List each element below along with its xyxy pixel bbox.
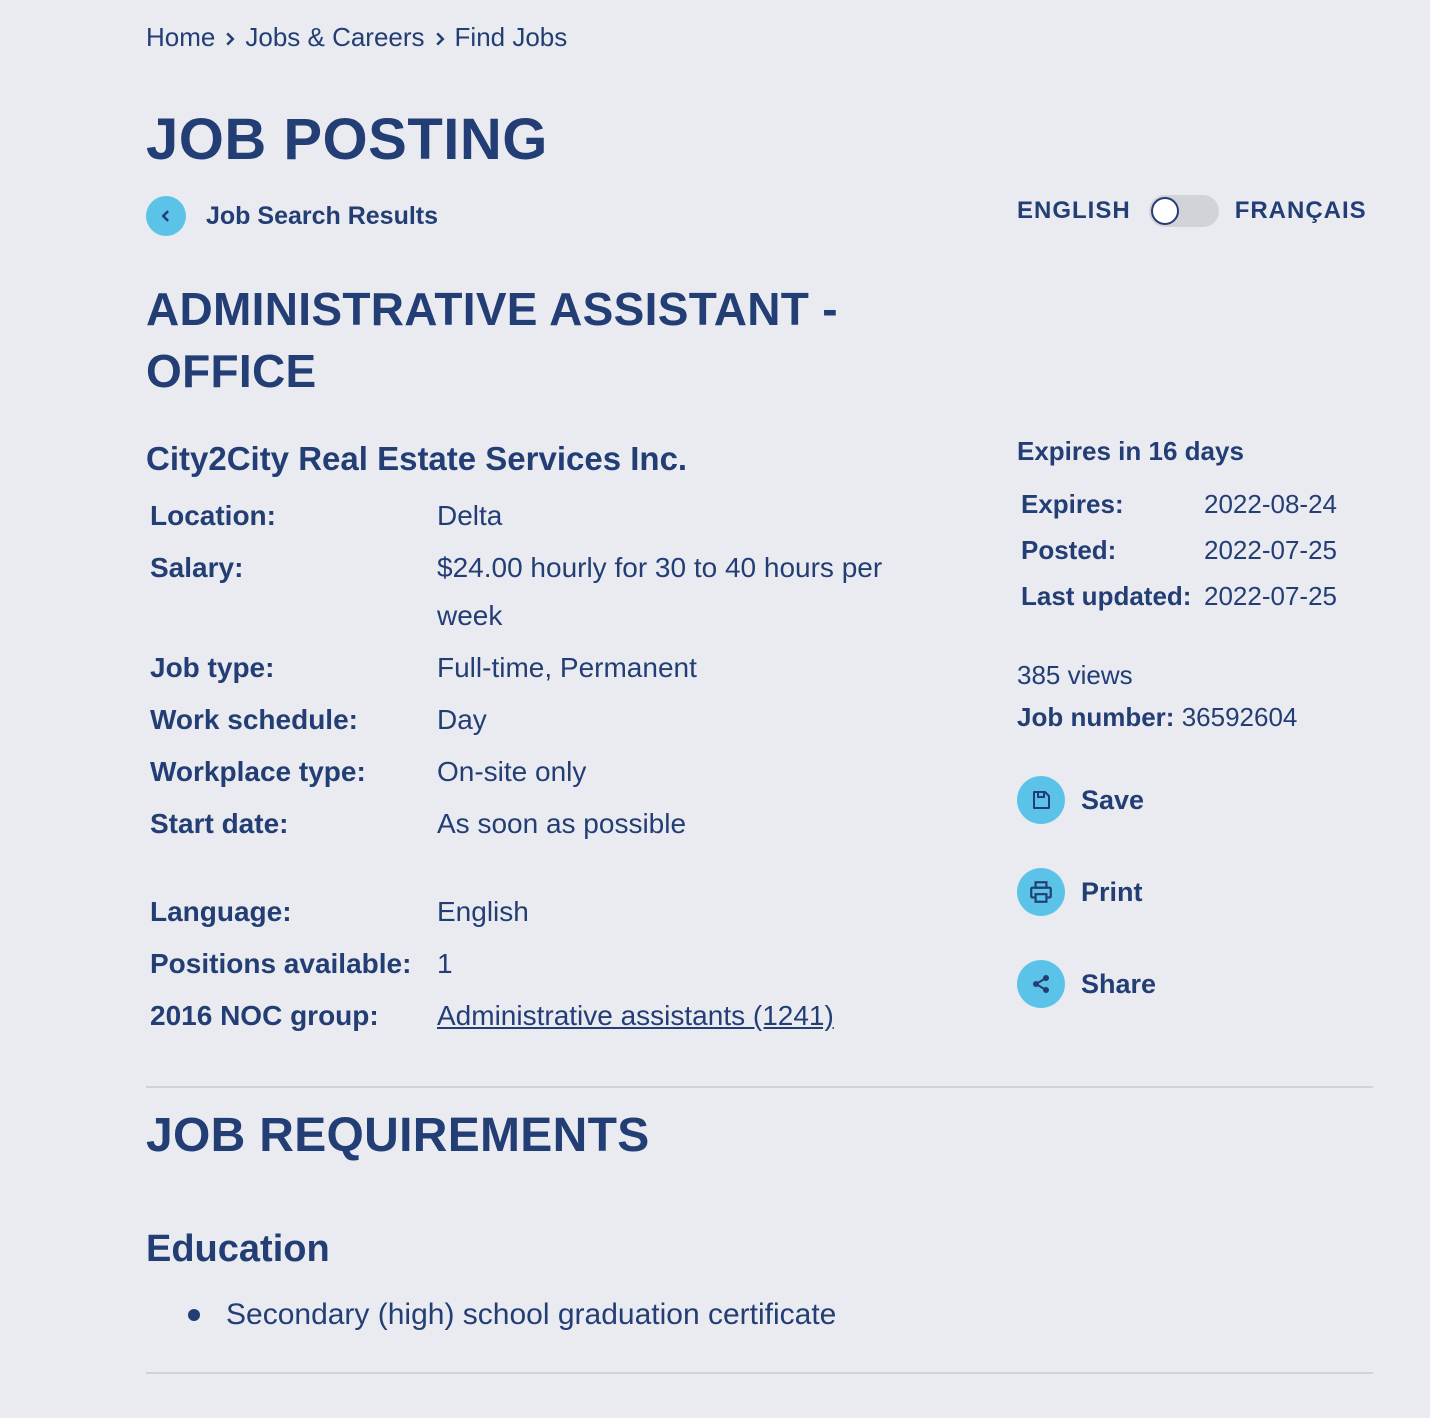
print-icon[interactable]	[1017, 868, 1065, 916]
date-label: Posted:	[1021, 535, 1117, 565]
detail-label: 2016 NOC group:	[150, 1000, 379, 1031]
print-label[interactable]: Print	[1081, 876, 1143, 907]
detail-value: On-site only	[437, 756, 587, 787]
detail-value: As soon as possible	[437, 808, 687, 839]
language-french-label[interactable]: FRANÇAIS	[1234, 197, 1367, 224]
breadcrumb-find-jobs[interactable]: Find Jobs	[454, 22, 568, 52]
detail-row-start-date	[150, 800, 927, 848]
detail-label: Workplace type:	[150, 756, 366, 787]
view-count: 385 views	[1017, 660, 1133, 690]
date-value: 2022-08-24	[1204, 489, 1337, 519]
posting-dates	[1017, 436, 1337, 619]
requirements-title: JOB REQUIREMENTS	[146, 1109, 650, 1162]
language-toggle[interactable]	[1149, 195, 1219, 227]
date-value: 2022-07-25	[1204, 581, 1337, 611]
back-link-label[interactable]: Job Search Results	[206, 201, 439, 230]
job-number	[1017, 702, 1297, 733]
posted-row	[1021, 527, 1337, 573]
breadcrumb-home[interactable]: Home	[146, 22, 216, 52]
education-item: Secondary (high) school graduation certificate	[226, 1298, 837, 1331]
language-switcher	[1017, 195, 1367, 227]
detail-row-language	[150, 888, 927, 936]
detail-row-noc	[150, 992, 927, 1040]
date-value: 2022-07-25	[1204, 535, 1337, 565]
save-button[interactable]	[1017, 776, 1144, 824]
detail-row-work-schedule	[150, 696, 927, 744]
expires-row	[1021, 481, 1337, 527]
date-label: Expires:	[1021, 489, 1124, 519]
detail-value: $24.00 hourly for 30 to 40 hours per week	[437, 552, 883, 631]
share-label[interactable]: Share	[1081, 968, 1157, 999]
breadcrumb	[146, 22, 567, 53]
page-title: JOB POSTING	[146, 107, 548, 172]
bullet-icon	[188, 1309, 200, 1321]
detail-row-salary	[150, 544, 927, 640]
job-number-label: Job number:	[1017, 702, 1175, 732]
detail-value: Delta	[437, 500, 503, 531]
detail-label: Positions available:	[150, 948, 412, 979]
updated-row	[1021, 573, 1337, 619]
education-title: Education	[146, 1228, 330, 1270]
detail-row-positions	[150, 940, 927, 988]
detail-label: Location:	[150, 500, 276, 531]
share-button[interactable]	[1017, 960, 1156, 1008]
detail-label: Work schedule:	[150, 704, 358, 735]
detail-row-job-type	[150, 644, 927, 692]
save-label[interactable]: Save	[1081, 784, 1145, 815]
detail-value: English	[437, 896, 529, 927]
expires-in: Expires in 16 days	[1017, 436, 1244, 466]
job-title: ADMINISTRATIVE ASSISTANT - OFFICE	[146, 283, 838, 397]
education-list	[188, 1298, 836, 1332]
print-button[interactable]	[1017, 868, 1143, 916]
job-number-value: 36592604	[1181, 702, 1298, 732]
detail-row-location	[150, 492, 927, 540]
chevron-left-icon[interactable]	[146, 196, 186, 236]
detail-label: Job type:	[150, 652, 275, 683]
detail-label: Start date:	[150, 808, 289, 839]
toggle-knob	[1151, 197, 1179, 225]
save-icon[interactable]	[1017, 776, 1065, 824]
job-details	[150, 492, 927, 1044]
detail-row-workplace-type	[150, 748, 927, 796]
date-label: Last updated:	[1021, 581, 1192, 611]
share-icon[interactable]	[1017, 960, 1065, 1008]
section-divider	[146, 1372, 1373, 1374]
section-divider	[146, 1086, 1373, 1088]
detail-label: Language:	[150, 896, 292, 927]
chevron-right-icon	[425, 22, 455, 53]
chevron-right-icon	[215, 22, 245, 53]
back-to-results-link[interactable]	[146, 196, 438, 236]
list-item	[188, 1298, 836, 1332]
noc-group-link[interactable]: Administrative assistants (1241)	[437, 1000, 834, 1031]
employer-name: City2City Real Estate Services Inc.	[146, 440, 688, 477]
detail-value: 1	[437, 948, 453, 979]
detail-value: Full-time, Permanent	[437, 652, 697, 683]
detail-label: Salary:	[150, 552, 244, 583]
breadcrumb-jobs-careers[interactable]: Jobs & Careers	[245, 22, 425, 52]
detail-value: Day	[437, 704, 487, 735]
language-english-label[interactable]: ENGLISH	[1017, 197, 1131, 224]
